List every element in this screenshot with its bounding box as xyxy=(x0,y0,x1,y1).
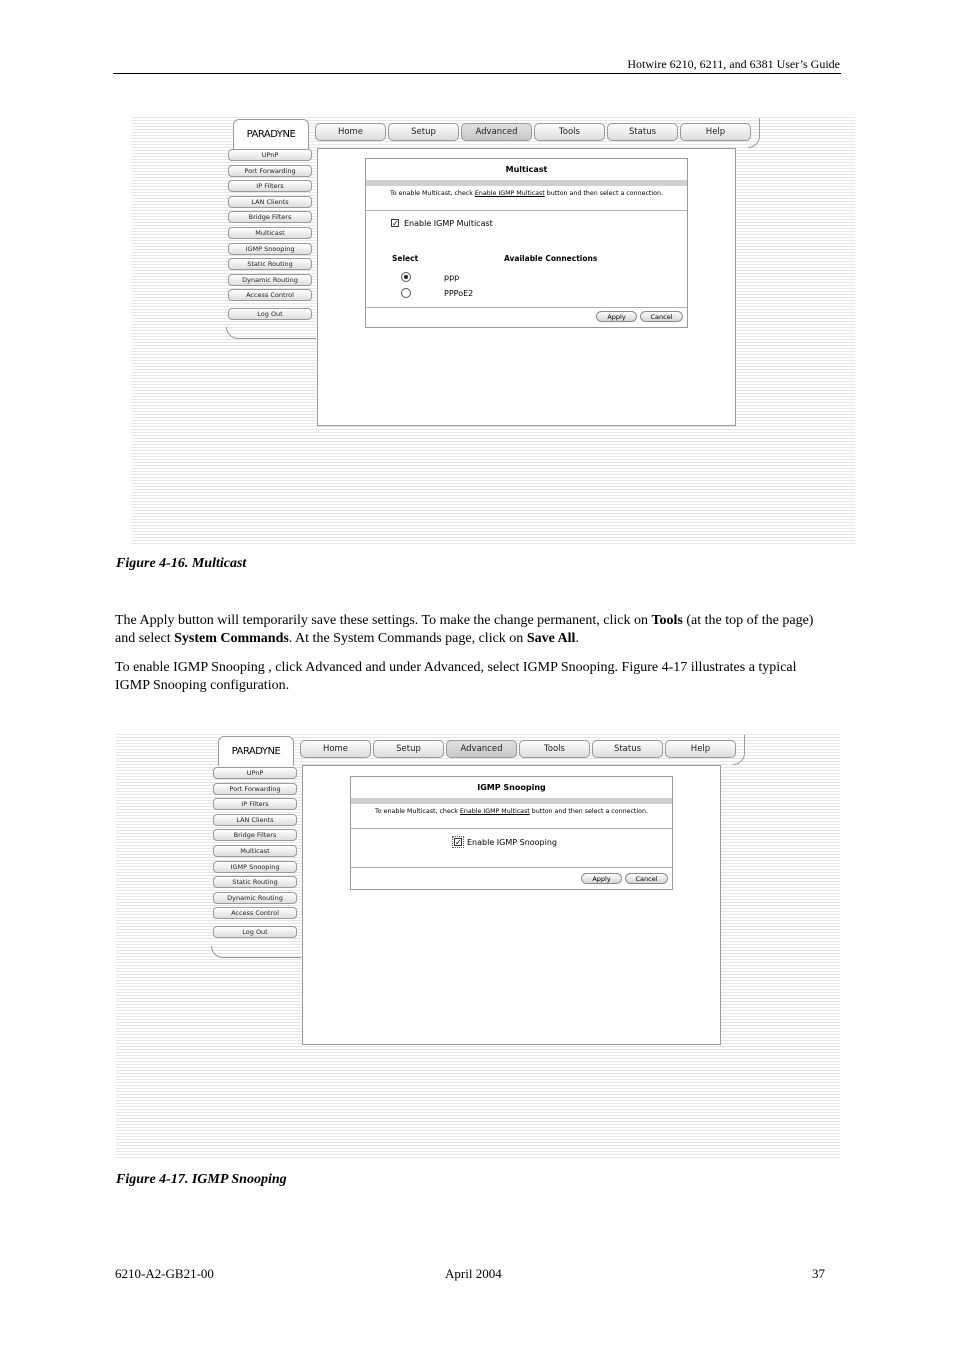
para1-text-2: (at the top of the page) and select xyxy=(115,613,814,646)
sidebar-item-multicast[interactable]: Multicast xyxy=(213,845,297,857)
tab-setup[interactable]: Setup xyxy=(373,740,444,758)
sidebar-item-lan-clients[interactable]: LAN Clients xyxy=(228,196,312,208)
enable-igmp-multicast-link[interactable]: Enable IGMP Multicast xyxy=(459,808,530,815)
tabs-end-curve xyxy=(748,118,760,148)
top-nav-tabs xyxy=(315,123,751,141)
sidebar-item-upnp[interactable]: UPnP xyxy=(228,149,312,161)
para1-bold-save-all: Save All xyxy=(526,631,576,646)
description-suffix: button and then select a connection. xyxy=(529,808,648,815)
apply-instructions-paragraph xyxy=(115,612,831,648)
header-rule xyxy=(113,73,841,74)
panel-title-bar xyxy=(351,798,672,804)
sidebar-item-static-routing[interactable]: Static Routing xyxy=(213,876,297,888)
cancel-button[interactable]: Cancel xyxy=(640,311,683,322)
footer-date: April 2004 xyxy=(445,1266,502,1281)
tab-help[interactable]: Help xyxy=(680,123,751,141)
sidebar-item-bridge-filters[interactable]: Bridge Filters xyxy=(228,211,312,223)
sidebar-item-ip-filters[interactable]: IP Filters xyxy=(228,180,312,192)
connection-name-pppoe2: PPPoE2 xyxy=(444,289,474,298)
tab-setup[interactable]: Setup xyxy=(388,123,459,141)
para1-text-4: . xyxy=(575,631,579,646)
tab-status[interactable]: Status xyxy=(607,123,678,141)
sidebar-item-port-forwarding[interactable]: Port Forwarding xyxy=(228,165,312,177)
para1-text-3: . At the System Commands page, click on xyxy=(288,631,527,646)
footer-page-number: 37 xyxy=(812,1266,825,1281)
enable-igmp-snooping-checkbox[interactable] xyxy=(454,838,462,846)
sidebar-menu xyxy=(228,149,312,324)
sidebar-item-igmp-snooping[interactable]: IGMP Snooping xyxy=(213,861,297,873)
para1-bold-system-commands: System Commands xyxy=(174,631,289,646)
top-nav-tabs xyxy=(300,740,736,758)
panel-title-bar xyxy=(366,180,687,186)
sidebar-item-bridge-filters[interactable]: Bridge Filters xyxy=(213,829,297,841)
para1-text-1: The Apply button will temporarily save these settings. To make the change permanent, click on xyxy=(115,613,652,628)
para1-bold-tools: Tools xyxy=(651,613,683,628)
connection-radio-ppp[interactable] xyxy=(401,272,411,282)
panel-title: IGMP Snooping xyxy=(477,783,546,792)
panel-divider xyxy=(351,828,672,829)
sidebar-item-access-control[interactable]: Access Control xyxy=(213,907,297,919)
sidebar-tail-curve xyxy=(226,327,316,339)
tab-tools[interactable]: Tools xyxy=(534,123,605,141)
sidebar-item-upnp[interactable]: UPnP xyxy=(213,767,297,779)
logout-button[interactable]: Log Out xyxy=(213,926,297,938)
multicast-panel xyxy=(365,158,688,328)
sidebar-item-lan-clients[interactable]: LAN Clients xyxy=(213,814,297,826)
multicast-screenshot xyxy=(131,115,855,546)
logout-button[interactable]: Log Out xyxy=(228,308,312,320)
sidebar-item-port-forwarding[interactable]: Port Forwarding xyxy=(213,783,297,795)
tab-advanced[interactable]: Advanced xyxy=(461,123,532,141)
sidebar-item-multicast[interactable]: Multicast xyxy=(228,227,312,239)
description-prefix: To enable Multicast, check xyxy=(375,808,460,815)
tab-home[interactable]: Home xyxy=(300,740,371,758)
panel-description xyxy=(372,190,681,198)
igmp-snooping-intro-paragraph: To enable IGMP Snooping , click Advanced and under Advanced, select IGMP Snooping. Figure 4-17 illustrates a typical IGMP Snooping configuration. xyxy=(115,660,797,693)
connection-radio-pppoe2[interactable] xyxy=(401,288,411,298)
igmp-snooping-panel xyxy=(350,776,673,890)
sidebar-menu xyxy=(213,767,297,942)
checkmark-icon: ✓ xyxy=(455,838,462,847)
tab-help[interactable]: Help xyxy=(665,740,736,758)
tab-advanced[interactable]: Advanced xyxy=(446,740,517,758)
panel-footer-divider xyxy=(366,307,687,308)
cancel-button[interactable]: Cancel xyxy=(625,873,668,884)
panel-footer-divider xyxy=(351,867,672,868)
tabs-end-curve xyxy=(733,735,745,765)
sidebar-item-dynamic-routing[interactable]: Dynamic Routing xyxy=(228,274,312,286)
available-connections-header: Available Connections xyxy=(504,254,598,263)
checkmark-icon: ✓ xyxy=(392,219,399,228)
running-header: Hotwire 6210, 6211, and 6381 User’s Guide xyxy=(627,57,840,71)
sidebar-item-igmp-snooping[interactable]: IGMP Snooping xyxy=(228,243,312,255)
sidebar-item-static-routing[interactable]: Static Routing xyxy=(228,258,312,270)
apply-button[interactable]: Apply xyxy=(596,311,637,322)
sidebar-item-access-control[interactable]: Access Control xyxy=(228,289,312,301)
sidebar-item-ip-filters[interactable]: IP Filters xyxy=(213,798,297,810)
connection-name-ppp: ppp xyxy=(444,273,460,282)
tab-tools[interactable]: Tools xyxy=(519,740,590,758)
description-prefix: To enable Multicast, check xyxy=(390,190,475,197)
panel-description xyxy=(357,808,666,816)
igmp-snooping-screenshot xyxy=(116,732,840,1160)
enable-igmp-snooping-label: Enable IGMP Snooping xyxy=(467,838,558,847)
enable-igmp-multicast-checkbox[interactable] xyxy=(391,219,399,227)
description-suffix: button and then select a connection. xyxy=(544,190,663,197)
enable-igmp-multicast-label: Enable IGMP Multicast xyxy=(404,219,493,228)
paradyne-logo: PARADYNE xyxy=(218,736,294,766)
paradyne-logo: PARADYNE xyxy=(233,119,309,149)
figure-4-17-caption: Figure 4-17. IGMP Snooping xyxy=(116,1172,287,1187)
sidebar-item-dynamic-routing[interactable]: Dynamic Routing xyxy=(213,892,297,904)
tab-status[interactable]: Status xyxy=(592,740,663,758)
panel-title: Multicast xyxy=(505,165,548,174)
tab-home[interactable]: Home xyxy=(315,123,386,141)
apply-button[interactable]: Apply xyxy=(581,873,622,884)
figure-4-16-caption: Figure 4-16. Multicast xyxy=(116,556,247,571)
select-column-header: Select xyxy=(392,254,419,263)
footer-doc-number: 6210-A2-GB21-00 xyxy=(115,1266,214,1281)
sidebar-tail-curve xyxy=(211,946,301,958)
panel-divider xyxy=(366,210,687,211)
enable-igmp-multicast-link[interactable]: Enable IGMP Multicast xyxy=(474,190,545,197)
